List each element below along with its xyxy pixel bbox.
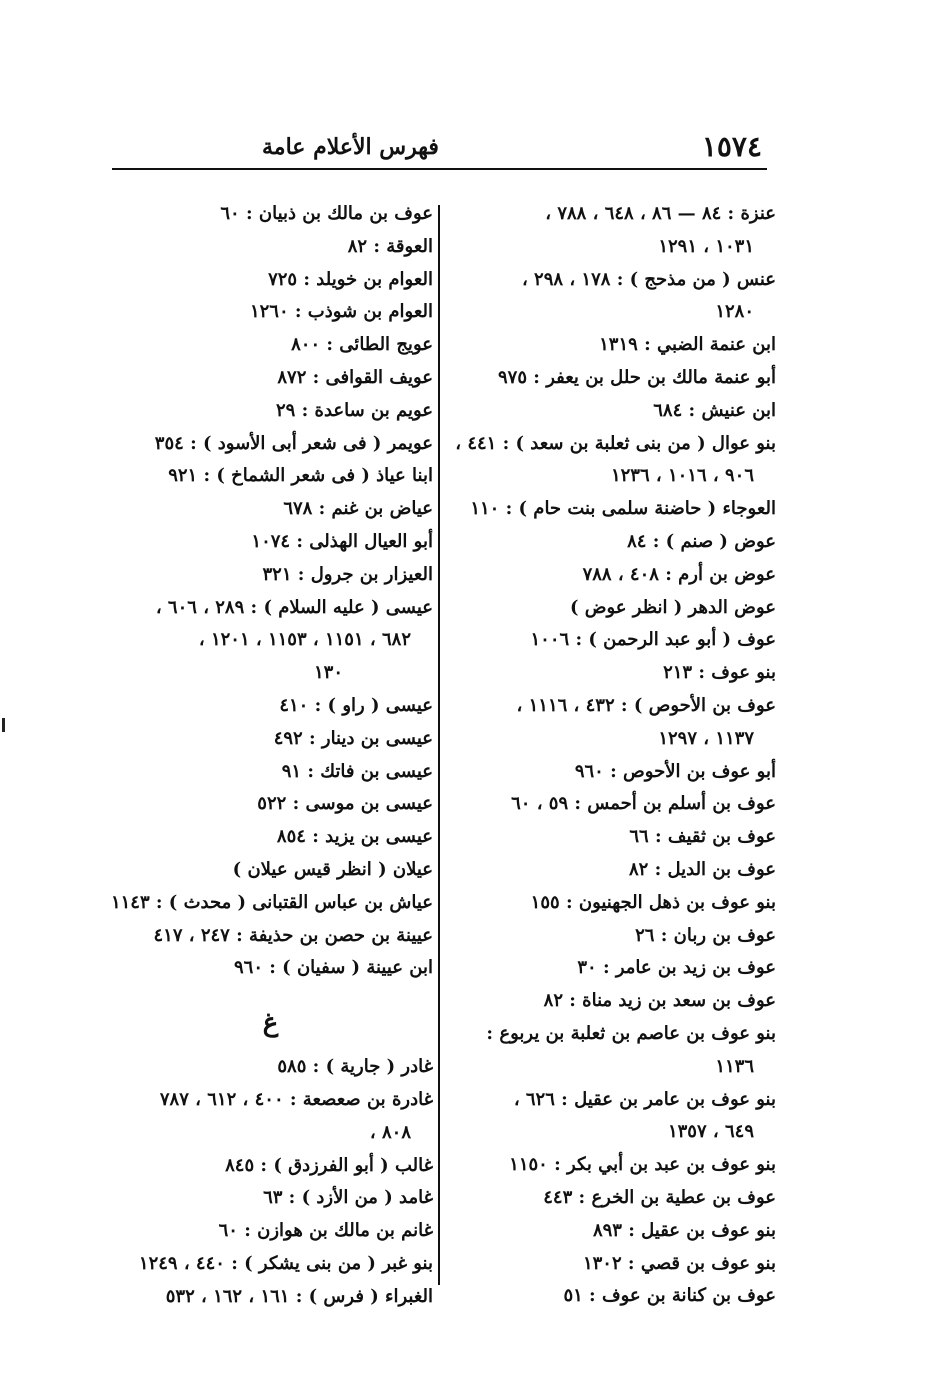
index-entry: عوف بن ثقيف : ٦٦ — [629, 826, 776, 848]
index-entry: بنو عوال ( من بنى ثعلبة بن سعد ) : ٤٤١ ، — [455, 432, 776, 454]
index-entry-continuation: ٨٠٨ ، — [369, 1121, 411, 1143]
index-entry: عويم بن ساعدة : ٢٩ — [276, 399, 433, 421]
index-entry: بنو عوف بن عاصم بن ثعلبة بن يربوع : — [486, 1022, 776, 1044]
page-header — [112, 130, 762, 170]
index-entry: ابنا عياذ ( فى شعر الشماخ ) : ٩٢١ — [168, 465, 433, 487]
column-divider — [438, 205, 440, 1285]
index-entry: عيسى ( عليه السلام ) : ٢٨٩ ، ٦٠٦ ، — [155, 596, 433, 618]
index-entry: عوض الدهر ( انظر عوض ) — [569, 596, 776, 618]
left-column — [108, 198, 433, 1314]
index-entry: عويج الطائى : ٨٠٠ — [291, 334, 433, 356]
index-entry: عيسى بن دينار : ٤٩٢ — [273, 727, 433, 749]
index-entry: ابن عيينة ( سفيان ) : ٩٦٠ — [233, 957, 433, 979]
index-entry: عنس ( من مذحج ) : ١٧٨ ، ٢٩٨ ، — [521, 268, 776, 290]
index-entry: بنو عوف بن قصي : ١٣٠٢ — [582, 1252, 776, 1274]
index-entry: بنو عوف : ٢١٣ — [663, 662, 776, 684]
index-entry: غالب ( أبو الفرزدق ) : ٨٤٥ — [225, 1154, 433, 1176]
index-entry: بنو عوف بن ذهل الجهنيون : ١٥٥ — [530, 891, 776, 913]
index-entry: عيسى بن موسى : ٥٢٢ — [257, 793, 433, 815]
index-entry: عيسى ( راو ) : ٤١٠ — [279, 694, 433, 716]
index-entry-continuation: ١٣٠ — [313, 662, 343, 684]
index-entry: أبو العيال الهذلى : ١٠٧٤ — [251, 530, 433, 552]
index-entry: عيلان ( انظر قيس عيلان ) — [232, 858, 433, 880]
index-entry: العيزار بن جرول : ٣٢١ — [262, 563, 433, 585]
index-entry: عوف بن الأحوص ) : ٤٣٢ ، ١١١٦ ، — [516, 694, 776, 716]
index-entry: ابن عنمة الضبي : ١٣١٩ — [599, 334, 776, 356]
index-entry: أبو عوف بن الأحوص : ٩٦٠ — [574, 760, 776, 782]
index-entry: عوف بن الديل : ٨٢ — [628, 858, 776, 880]
index-entry: عياش بن عباس القتبانى ( محدث ) : ١١٤٣ — [110, 891, 433, 913]
index-entry: الغبراء ( فرس ) : ١٦١ ، ١٦٢ ، ٥٣٢ — [165, 1285, 433, 1307]
index-entry: عوف بن ربان : ٢٦ — [635, 924, 776, 946]
index-entry: عوف بن زيد بن عامر : ٣٠ — [577, 957, 776, 979]
section-letter: غ — [262, 1008, 279, 1039]
index-entry: غامد ( من الأزد ) : ٦٣ — [263, 1187, 433, 1209]
index-entry: عوض ( صنم ) : ٨٤ — [627, 530, 776, 552]
index-entry: عيسى بن يزيد : ٨٥٤ — [276, 826, 433, 848]
index-entry: غادر ( جارية ) : ٥٨٥ — [277, 1056, 433, 1078]
index-entry: عويف القوافى : ٨٧٢ — [277, 366, 433, 388]
index-entry: بنو عوف بن عامر بن عقيل : ٦٢٦ ، — [513, 1088, 776, 1110]
running-title: فهرس الأعلام عامة — [262, 134, 439, 160]
index-entry-continuation: ١١٣٧ ، ١٢٩٧ — [658, 727, 754, 749]
index-entry: العوقة : ٨٢ — [347, 235, 433, 257]
index-entry: عيينة بن حصن بن حذيفة : ٢٤٧ ، ٤١٧ — [153, 924, 433, 946]
index-entry: عوف بن سعد بن زيد مناة : ٨٢ — [543, 990, 776, 1012]
index-entry: عوف بن أسلم بن أحمس : ٥٩ ، ٦٠ — [511, 793, 776, 815]
index-entry: غادرة بن صعصعة : ٤٠٠ ، ٦١٢ ، ٧٨٧ — [159, 1088, 433, 1110]
index-entry-continuation: ٦٤٩ ، ١٣٥٧ — [667, 1121, 754, 1143]
index-entry: عوف بن كنانة بن عوف : ٥١ — [563, 1285, 776, 1307]
right-column — [455, 198, 776, 1313]
index-entry: عياض بن غنم : ٦٧٨ — [283, 498, 433, 520]
scan-edge-mark — [2, 718, 5, 732]
index-entry: بنو غبر ( من بنى يشكر ) : ٤٤٠ ، ١٢٤٩ — [138, 1252, 433, 1274]
index-entry: العوام بن شوذب : ١٢٦٠ — [249, 301, 433, 323]
page-number: ١٥٧٤ — [701, 130, 762, 163]
index-entry-continuation: ١١٣٦ — [715, 1055, 754, 1077]
index-entry-continuation: ١٢٨٠ — [715, 301, 754, 323]
index-entry: غانم بن مالك بن هوازن : ٦٠ — [218, 1220, 433, 1242]
index-entry: عويمر ( فى شعر أبى الأسود ) : ٣٥٤ — [154, 432, 433, 454]
index-entry: عوف بن عطية بن الخرع : ٤٤٣ — [543, 1186, 776, 1208]
index-entry-continuation: ٦٨٢ ، ١١٥١ ، ١١٥٣ ، ١٢٠١ ، — [198, 629, 411, 651]
index-entry: أبو عنمة مالك بن حلل بن يعفر : ٩٧٥ — [498, 366, 776, 388]
index-entry: عوف ( أبو عبد الرحمن ) : ١٠٠٦ — [530, 629, 776, 651]
index-entry: عوض بن أرم : ٤٠٨ ، ٧٨٨ — [582, 563, 776, 585]
index-entry: عنزة : ٨٤ — ٨٦ ، ٦٤٨ ، ٧٨٨ ، — [545, 203, 776, 224]
index-entry: عوف بن مالك بن ذبيان : ٦٠ — [220, 203, 433, 224]
index-entry: بنو عوف بن عبد بن أبي بكر : ١١٥٠ — [509, 1154, 776, 1176]
index-entry: العوجاء ( حاضنة سلمى بنت حام ) : ١١٠ — [470, 498, 776, 520]
header-rule — [112, 168, 767, 170]
index-entry-continuation: ٩٠٦ ، ١٠١٦ ، ١٢٣٦ — [610, 465, 754, 487]
index-entry: بنو عوف بن عقيل : ٨٩٣ — [592, 1219, 776, 1241]
index-entry: العوام بن خويلد : ٧٢٥ — [268, 268, 433, 290]
index-entry-continuation: ١٠٣١ ، ١٢٩١ — [658, 235, 754, 257]
index-entry: ابن عنيش : ٦٨٤ — [653, 399, 776, 421]
index-entry: عيسى بن فاتك : ٩١ — [281, 760, 433, 782]
